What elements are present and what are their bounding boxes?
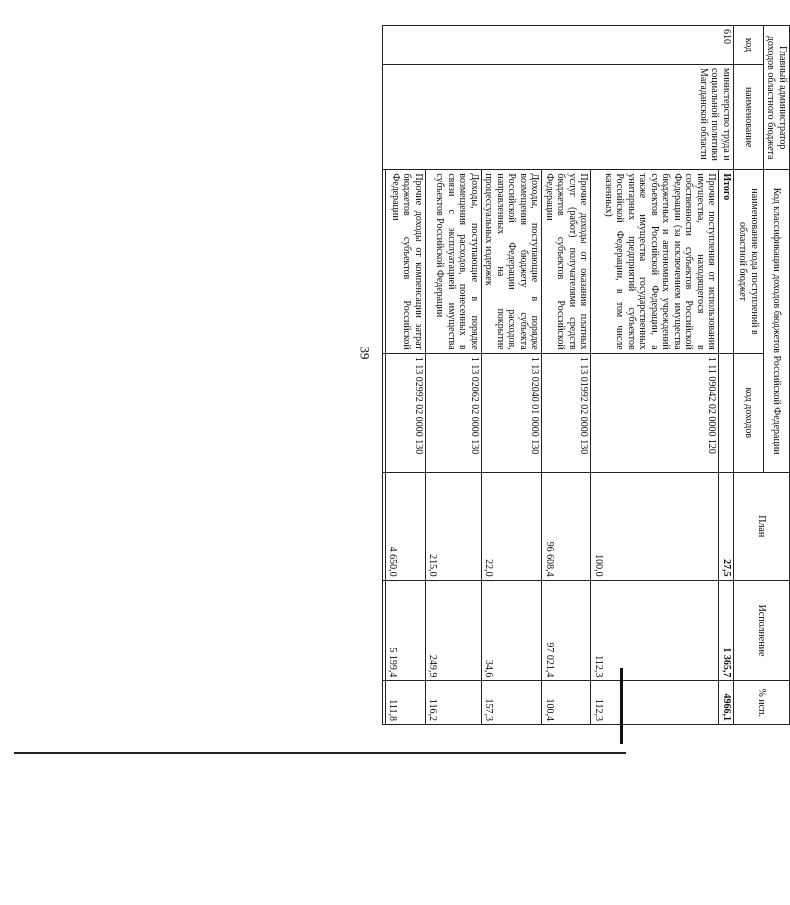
income-table xyxy=(382,25,790,725)
margin-bar xyxy=(620,668,623,744)
row-name: Прочие доходы от оказания платных услуг (работ) получателями средств бюджетов субъектов Российской Федерации xyxy=(542,170,591,353)
row-exec: 34,6 xyxy=(482,580,543,681)
row-exec: 97 021,4 xyxy=(542,580,591,681)
row-exec: 5 199,4 xyxy=(386,580,426,681)
header-kbk-group: Код классификации доходов бюджетов Российской Федерации xyxy=(764,170,790,473)
row-code: 1 13 01992 02 0000 130 xyxy=(542,353,591,472)
page-divider-line xyxy=(14,752,626,754)
row-plan: 96 608,4 xyxy=(542,472,591,580)
header-income-code: код доходов xyxy=(734,353,764,472)
empty-cell xyxy=(383,681,386,725)
admin-name: министерство труда и социальной политики Магаданской области xyxy=(383,64,734,169)
total-pct: 4966,1 xyxy=(719,681,734,725)
header-pct: % исп. xyxy=(734,681,790,725)
rotated-table-sheet xyxy=(387,25,790,725)
total-plan: 27,5 xyxy=(719,472,734,580)
row-pct: 157,3 xyxy=(482,681,543,725)
empty-cell xyxy=(383,580,386,681)
page-number: 39 xyxy=(357,346,373,360)
admin-code: 610 xyxy=(383,26,734,65)
row-plan: 22,0 xyxy=(482,472,543,580)
row-code: 1 13 02062 02 0000 130 xyxy=(426,353,482,472)
header-plan: План xyxy=(734,472,790,580)
row-pct: 100,4 xyxy=(542,681,591,725)
empty-cell xyxy=(383,472,386,580)
row-exec: 249,9 xyxy=(426,580,482,681)
row-name: Прочие поступления от использования имущества, находящегося в собственности субъектов Российской Федерации (за исключением имущества бюджетных и автономных учреждений субъектов Российской Федерации, а также имущества государственных унитарных предприятий субъектов Российской Федерации, в том числе казенных) xyxy=(591,170,719,353)
row-name: Прочие доходы от компенсации затрат бюджетов субъектов Российской Федерации xyxy=(386,170,426,353)
row-plan: 215,0 xyxy=(426,472,482,580)
row-name: Доходы, поступающие в порядке возмещения расходов, понесенных в связи с эксплуатацией имущества субъектов Российской Федерации xyxy=(426,170,482,353)
row-plan: 4 650,0 xyxy=(386,472,426,580)
total-label: Итого xyxy=(719,170,734,353)
row-plan: 100,0 xyxy=(591,472,719,580)
row-code: 1 13 02992 02 0000 130 xyxy=(386,353,426,472)
row-exec: 112,3 xyxy=(591,580,719,681)
header-income-name: наименование кода поступлений в областной бюджет xyxy=(734,170,764,353)
row-pct: 116,2 xyxy=(426,681,482,725)
header-exec: Исполнение xyxy=(734,580,790,681)
row-name: Доходы, поступающие в порядке возмещения бюджету субъекта Российской Федерации расходов, направленных на покрытие процессуальных издержек xyxy=(482,170,543,353)
header-name: наименование xyxy=(734,64,764,169)
row-code: 1 13 02040 01 0000 130 xyxy=(482,353,543,472)
row-pct: 111,8 xyxy=(386,681,426,725)
row-code: 1 11 09042 02 0000 120 xyxy=(591,353,719,472)
total-code xyxy=(719,353,734,472)
header-admin-group: Главный администратор доходов областного бюджета xyxy=(764,26,790,170)
empty-cell xyxy=(383,170,386,353)
empty-cell xyxy=(383,353,386,472)
header-code: код xyxy=(734,26,764,65)
total-exec: 1 365,7 xyxy=(719,580,734,681)
row-pct: 112,3 xyxy=(591,681,719,725)
